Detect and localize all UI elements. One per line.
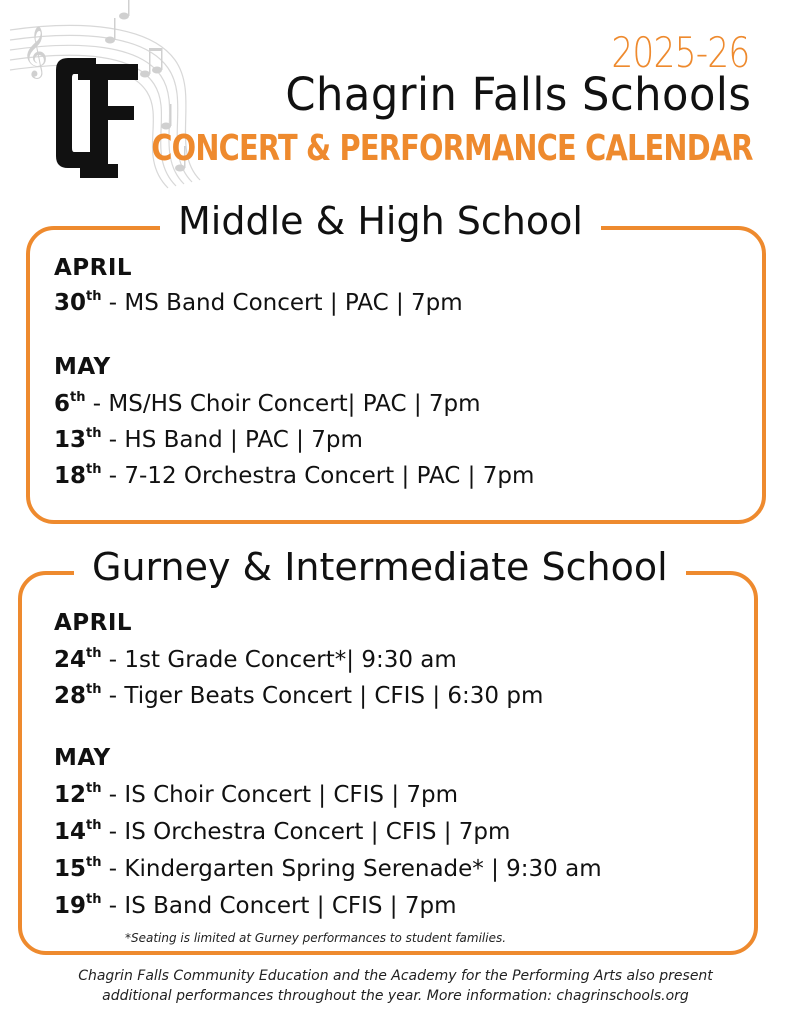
- cf-logo-icon: [52, 56, 140, 178]
- calendar-title: CONCERT & PERFORMANCE CALENDAR: [151, 128, 753, 169]
- school-name: Chagrin Falls Schools: [285, 68, 751, 121]
- event-item: 30th - MS Band Concert | PAC | 7pm: [54, 289, 463, 316]
- gurney-intermediate-panel: [18, 545, 758, 955]
- school-year: 2025-26: [610, 28, 749, 77]
- event-item: 18th - 7-12 Orchestra Concert | PAC | 7pm: [54, 462, 535, 489]
- event-item: 13th - HS Band | PAC | 7pm: [54, 426, 363, 453]
- treble-clef-icon: 𝄞: [22, 26, 49, 77]
- event-item: 28th - Tiger Beats Concert | CFIS | 6:30 pm: [54, 682, 544, 709]
- event-item: 12th - IS Choir Concert | CFIS | 7pm: [54, 781, 459, 808]
- footer-line: additional performances throughout the year. More information: chagrinschools.org: [102, 988, 689, 1004]
- event-item: 19th - IS Band Concert | CFIS | 7pm: [54, 892, 457, 919]
- middle-high-school-panel: [26, 199, 766, 524]
- event-item: 24th - 1st Grade Concert*| 9:30 am: [54, 646, 457, 673]
- event-item: 15th - Kindergarten Spring Serenade* | 9:30 am: [54, 855, 602, 882]
- seating-footnote: *Seating is limited at Gurney performances to student families.: [125, 931, 507, 945]
- section-heading: Middle & High School: [160, 199, 601, 243]
- section-heading: Gurney & Intermediate School: [74, 545, 686, 589]
- month-label: APRIL: [54, 610, 133, 636]
- month-label: MAY: [54, 354, 111, 380]
- event-item: 14th - IS Orchestra Concert | CFIS | 7pm: [54, 818, 511, 845]
- footer-line: Chagrin Falls Community Education and the Academy for the Performing Arts also present: [78, 968, 713, 984]
- footer-note: [0, 966, 791, 1006]
- event-item: 6th - MS/HS Choir Concert| PAC | 7pm: [54, 390, 481, 417]
- month-label: APRIL: [54, 255, 133, 281]
- month-label: MAY: [54, 745, 111, 771]
